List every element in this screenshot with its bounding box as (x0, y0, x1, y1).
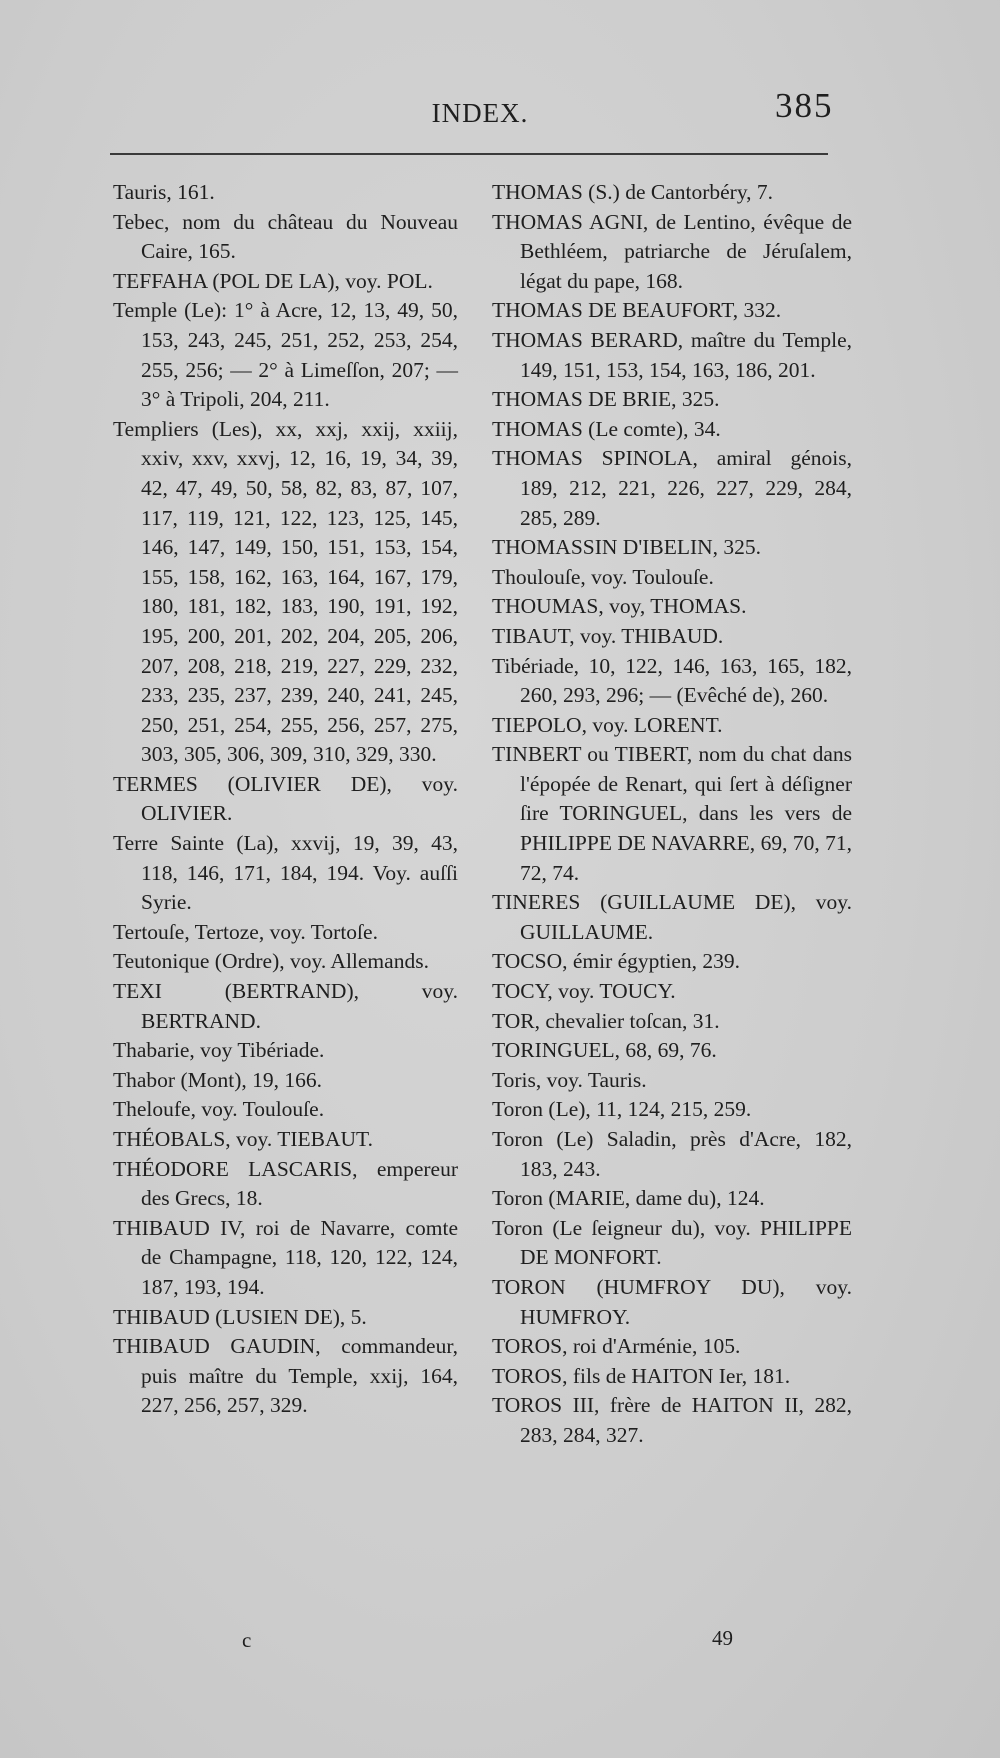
index-entry: THÉOBALS, voy. TIEBAUT. (113, 1127, 373, 1151)
index-entry: THIBAUD (LUSIEN DE), 5. (113, 1304, 367, 1329)
index-entry: Toron (Le) Saladin, près d'Acre, 182, 183, 243. (492, 1127, 852, 1181)
index-entry: TINBERT ou TIBERT, nom du chat dans l'épopée de Renart, qui ſert à déſigner ſire TORINGUEL, dans les vers de PHILIPPE DE NAVARRE, 69, 70, 71, 72, 74. (492, 742, 852, 885)
index-entry: THOMAS SPINOLA, amiral génois, 189, 212, 221, 226, 227, 229, 284, 285, 289. (492, 446, 852, 530)
index-entry: Toron (Le ſeigneur du), voy. PHILIPPE DE MONFORT. (492, 1215, 852, 1270)
index-entry: Terre Sainte (La), xxvij, 19, 39, 43, 118, 146, 171, 184, 194. Voy. auſſi Syrie. (113, 831, 458, 915)
index-entry: TIBAUT, voy. THIBAUD. (492, 623, 724, 648)
index-entry: TOROS, fils de HAITON Ier, 181. (492, 1363, 791, 1388)
index-entry: TEFFAHA (POL DE LA), voy. POL. (113, 268, 433, 293)
index-column-left (113, 178, 458, 1421)
index-entry: Temple (Le): 1° à Acre, 12, 13, 49, 50, 153, 243, 245, 251, 252, 253, 254, 255, 256; — 2° à Limeſſon, 207; — 3° à Tripoli, 204, 211. (113, 298, 458, 412)
index-entry: TERMES (OLIVIER DE), voy. OLIVIER. (113, 771, 458, 826)
index-column-right (492, 178, 852, 1451)
index-entry: THOMAS AGNI, de Lentino, évêque de Bethléem, patriarche de Jéruſalem, légat du pape, 168. (492, 209, 852, 293)
index-entry: TINERES (GUILLAUME DE), voy. GUILLAUME. (492, 890, 852, 944)
index-entry: TOROS, roi d'Arménie, 105. (492, 1334, 741, 1359)
index-entry: THOMAS (S.) de Cantorbéry, 7. (492, 180, 774, 204)
index-entry: Theloufe, voy. Toulouſe. (113, 1097, 325, 1122)
index-entry: TIEPOLO, voy. LORENT. (492, 712, 723, 737)
index-entry: Thabor (Mont), 19, 166. (113, 1067, 322, 1092)
index-entry: THÉODORE LASCARIS, empereur des Grecs, 18. (113, 1156, 458, 1211)
index-entry: TEXI (BERTRAND), voy. BERTRAND. (113, 979, 458, 1033)
header-title: INDEX. (431, 98, 529, 128)
index-entry: THOMAS (Le comte), 34. (492, 416, 721, 441)
index-entry: THOMAS BERARD, maître du Temple, 149, 151, 153, 154, 163, 186, 201. (492, 327, 852, 382)
index-entry: Tertouſe, Tertoze, voy. Tortoſe. (113, 919, 378, 944)
header-rule (110, 153, 828, 155)
index-entry: TOROS III, frère de HAITON II, 282, 283, 284, 327. (492, 1393, 852, 1447)
index-entry: THOMASSIN D'IBELIN, 325. (492, 535, 762, 560)
index-entry: Tibériade, 10, 122, 146, 163, 165, 182, 260, 293, 296; — (Evêché de), 260. (492, 653, 852, 708)
index-entry: THOMAS DE BEAUFORT, 332. (492, 298, 782, 323)
index-entry: Toron (MARIE, dame du), 124. (492, 1186, 765, 1211)
index-entry: Tebec, nom du château du Nouveau Caire, 165. (113, 209, 458, 264)
signature-mark: c (242, 1628, 252, 1652)
index-entry: Templiers (Les), xx, xxj, xxij, xxiij, xxiv, xxv, xxvj, 12, 16, 19, 34, 39, 42, 47, 49, 50, 58, 82, 83, 87, 107, 117, 119, 121, 122, 123, 125, 145, 146, 147, 149, 150, 151, 153, 154, 155, 158, 162, 163, 164, 167, 179, 180, 181, 182, 183, 190, 191, 192, 195, 200, 201, 202, 204, 205, 206, 207, 208, 218, 219, 227, 229, 232, 233, 235, 237, 239, 240, 241, 245, 250, 251, 254, 255, 256, 257, 275, 303, 305, 306, 309, 310, 329, 330. (113, 416, 458, 767)
index-entry: THOUMAS, voy, THOMAS. (492, 594, 747, 619)
running-header (0, 98, 1000, 129)
index-entry: TOCY, voy. TOUCY. (492, 979, 676, 1004)
index-entry: Toris, voy. Tauris. (492, 1067, 647, 1092)
index-entry: TORINGUEL, 68, 69, 76. (492, 1038, 717, 1063)
index-entry: THIBAUD GAUDIN, commandeur, puis maître du Temple, xxij, 164, 227, 256, 257, 329. (113, 1334, 458, 1418)
index-entry: Teutonique (Ordre), voy. Allemands. (113, 949, 429, 974)
folio-number: 49 (712, 1626, 733, 1650)
index-entry: TOCSO, émir égyptien, 239. (492, 949, 741, 974)
index-entry: Thoulouſe, voy. Toulouſe. (492, 564, 714, 589)
index-entry: Thabarie, voy Tibériade. (113, 1038, 325, 1063)
index-entry: THOMAS DE BRIE, 325. (492, 387, 720, 412)
index-entry: Toron (Le), 11, 124, 215, 259. (492, 1097, 752, 1122)
page-number: 385 (775, 86, 834, 125)
index-entry: Tauris, 161. (113, 180, 215, 204)
index-entry: TORON (HUMFROY DU), voy. HUMFROY. (492, 1274, 852, 1329)
index-entry: TOR, chevalier toſcan, 31. (492, 1008, 720, 1033)
index-entry: THIBAUD IV, roi de Navarre, comte de Champagne, 118, 120, 122, 124, 187, 193, 194. (113, 1215, 458, 1299)
